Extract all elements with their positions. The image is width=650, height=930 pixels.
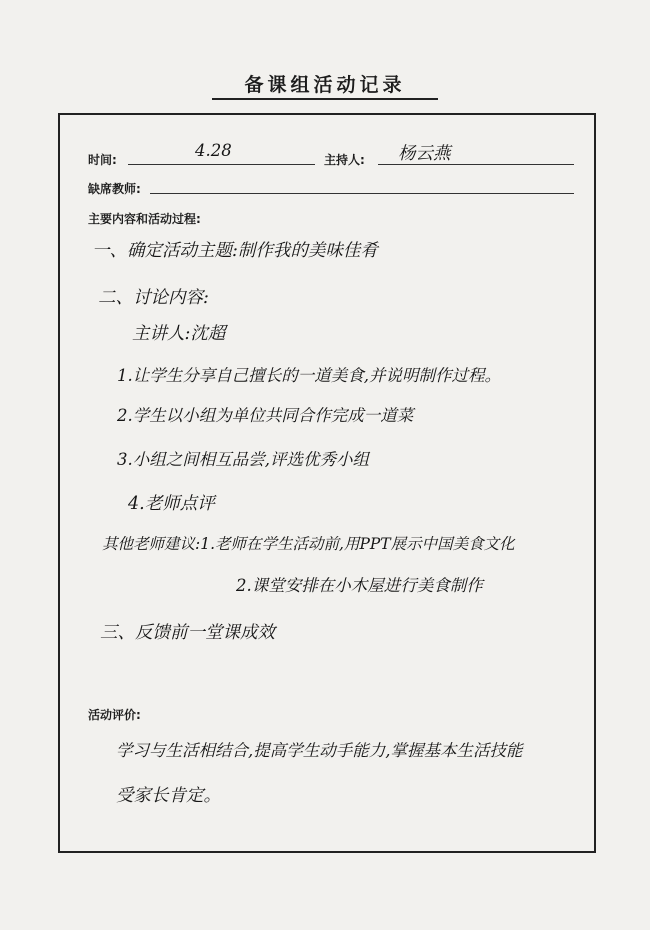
time-label: 时间:: [88, 153, 117, 167]
evaluation-line-1: 学习与生活相结合,提高学生动手能力,掌握基本生活技能: [116, 741, 523, 760]
host-label: 主持人:: [324, 153, 365, 167]
absent-label: 缺席教师:: [88, 182, 141, 196]
evaluation-label: 活动评价:: [88, 708, 141, 722]
content-line-suggestion-2: 2.课堂安排在小木屋进行美食制作: [236, 576, 483, 595]
time-value: 4.28: [195, 141, 232, 160]
content-line-feedback: 三、反馈前一堂课成效: [100, 623, 275, 643]
content-line-item-2: 2.学生以小组为单位共同合作完成一道菜: [117, 406, 414, 425]
content-line-item-4: 4.老师点评: [128, 494, 215, 514]
content-line-speaker: 主讲人:沈超: [132, 324, 226, 344]
host-line: [378, 164, 574, 165]
content-line-theme: 一、确定活动主题:制作我的美味佳肴: [92, 241, 378, 261]
page-title: 备课组活动记录: [244, 74, 406, 96]
content-line-item-3: 3.小组之间相互品尝,评选优秀小组: [117, 450, 369, 469]
absent-line: [150, 193, 574, 194]
content-line-suggestion-1: 其他老师建议:1.老师在学生活动前,用PPT展示中国美食文化: [102, 535, 515, 553]
time-line: [128, 164, 315, 165]
content-label: 主要内容和活动过程:: [88, 212, 201, 226]
content-line-item-1: 1.让学生分享自己擅长的一道美食,并说明制作过程。: [117, 366, 501, 385]
content-line-discussion: 二、讨论内容:: [98, 288, 209, 308]
host-value: 杨云燕: [398, 144, 451, 164]
evaluation-line-2: 受家长肯定。: [116, 786, 221, 806]
title-underline: [212, 98, 438, 100]
